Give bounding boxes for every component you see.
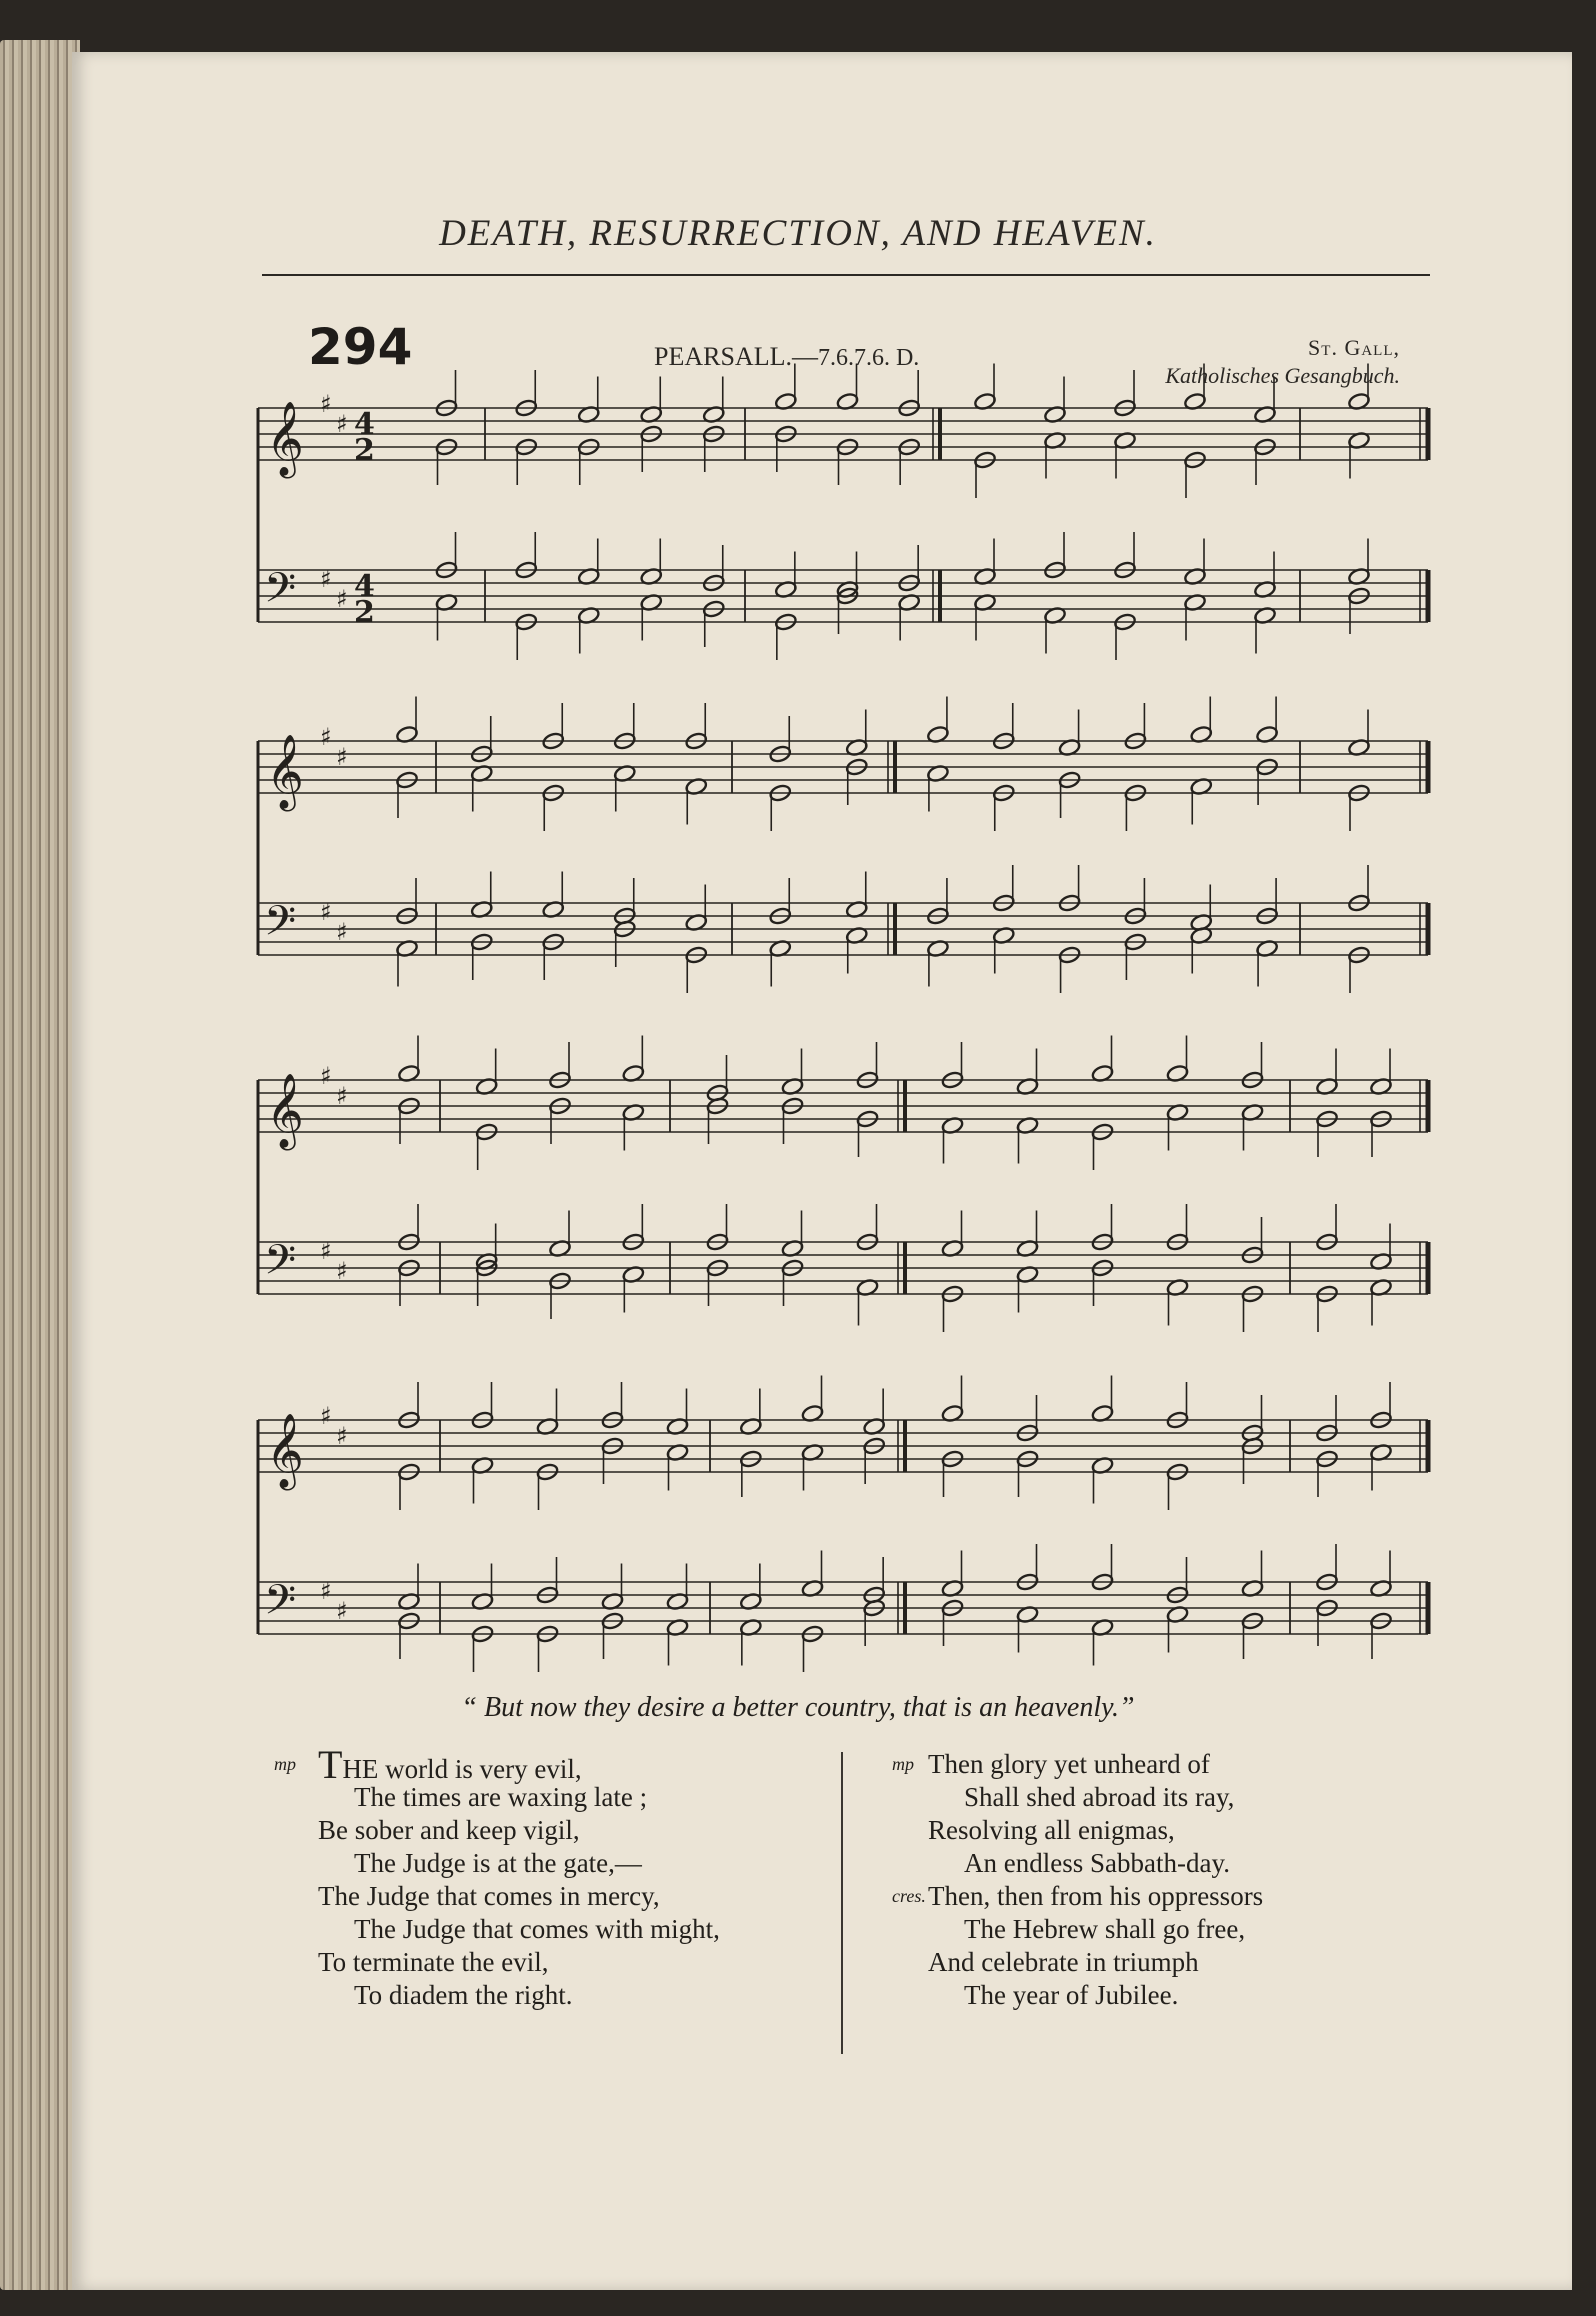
verse-line bbox=[892, 1880, 1448, 1913]
dynamic-mark: mp bbox=[274, 1754, 296, 1774]
bass-clef-icon: 𝄢 bbox=[264, 1576, 297, 1634]
sharp-icon: ♯ bbox=[336, 743, 348, 771]
sharp-icon: ♯ bbox=[336, 1597, 348, 1625]
dynamic-mark: mp bbox=[892, 1754, 914, 1774]
sharp-icon: ♯ bbox=[320, 565, 332, 593]
time-signature-numerator: 4 bbox=[354, 407, 375, 442]
verse-line: To terminate the evil, bbox=[318, 1947, 549, 1977]
verse-line: The Hebrew shall go free, bbox=[964, 1914, 1246, 1944]
verse-text: HE world is very evil, bbox=[342, 1754, 582, 1784]
verse-right bbox=[892, 1748, 1448, 2012]
composer: St. Gall, bbox=[1308, 335, 1400, 360]
verse-line bbox=[892, 1748, 1448, 1781]
time-signature-denominator: 2 bbox=[354, 433, 375, 468]
time-signature-denominator: 2 bbox=[354, 595, 375, 630]
treble-clef-icon: 𝄞 bbox=[266, 735, 304, 809]
sharp-icon: ♯ bbox=[336, 1422, 348, 1450]
bass-clef-icon: 𝄢 bbox=[264, 897, 297, 955]
treble-clef-icon: 𝄞 bbox=[266, 1414, 304, 1488]
verse-line: The year of Jubilee. bbox=[964, 1980, 1179, 2010]
sharp-icon: ♯ bbox=[320, 1402, 332, 1430]
sharp-icon: ♯ bbox=[336, 1082, 348, 1110]
verse-line: And celebrate in triumph bbox=[928, 1947, 1199, 1977]
treble-clef-icon: 𝄞 bbox=[266, 402, 304, 476]
bass-clef-icon: 𝄢 bbox=[264, 1236, 297, 1294]
sharp-icon: ♯ bbox=[336, 410, 348, 438]
verse-line: The Judge that comes in mercy, bbox=[318, 1881, 660, 1911]
source: Katholisches Gesangbuch. bbox=[1165, 363, 1400, 388]
sharp-icon: ♯ bbox=[336, 585, 348, 613]
verse-line: An endless Sabbath-day. bbox=[964, 1848, 1230, 1878]
verse-text: Then glory yet unheard of bbox=[928, 1749, 1210, 1779]
sharp-icon: ♯ bbox=[320, 1237, 332, 1265]
verse-line: The times are waxing late ; bbox=[354, 1782, 648, 1812]
sharp-icon: ♯ bbox=[320, 1577, 332, 1605]
sharp-icon: ♯ bbox=[320, 1062, 332, 1090]
time-signature-numerator: 4 bbox=[354, 569, 375, 604]
tune-name: PEARSALL.— bbox=[654, 342, 818, 371]
running-head: DEATH, RESURRECTION, AND HEAVEN. bbox=[439, 213, 1157, 254]
dynamic-mark: cres. bbox=[892, 1886, 926, 1906]
column-divider bbox=[841, 1752, 843, 2054]
verse-line: Be sober and keep vigil, bbox=[318, 1815, 580, 1845]
verse-line: To diadem the right. bbox=[354, 1980, 573, 2010]
sharp-icon: ♯ bbox=[320, 390, 332, 418]
sharp-icon: ♯ bbox=[336, 1257, 348, 1285]
verse-line bbox=[274, 1742, 838, 1787]
verse-text: Then, then from his oppressors bbox=[928, 1881, 1264, 1911]
drop-cap: T bbox=[318, 1742, 343, 1787]
treble-clef-icon: 𝄞 bbox=[266, 1074, 304, 1148]
sharp-icon: ♯ bbox=[320, 723, 332, 751]
sharp-icon: ♯ bbox=[336, 918, 348, 946]
sharp-icon: ♯ bbox=[320, 898, 332, 926]
verse-left bbox=[274, 1742, 838, 2012]
bass-clef-icon: 𝄢 bbox=[264, 564, 297, 622]
scripture-quote: “ But now they desire a better country, that is an heavenly.” bbox=[461, 1692, 1135, 1723]
verse-line: The Judge that comes with might, bbox=[354, 1914, 720, 1944]
verse-line: Resolving all enigmas, bbox=[928, 1815, 1175, 1845]
verse-line: The Judge is at the gate,— bbox=[354, 1848, 642, 1878]
tune-meter: 7.6.7.6. D. bbox=[817, 345, 920, 371]
hymn-number: 294 bbox=[308, 318, 413, 376]
verse-line: Shall shed abroad its ray, bbox=[964, 1782, 1235, 1812]
